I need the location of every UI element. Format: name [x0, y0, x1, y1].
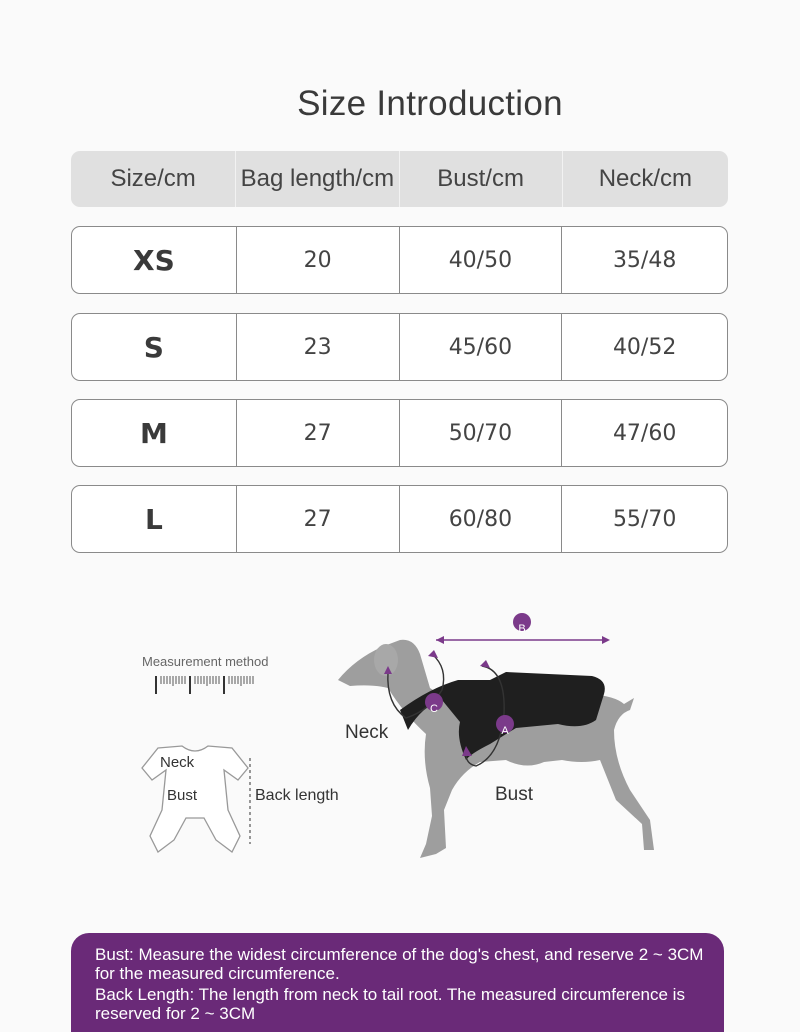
neck-cell: 40/52 [612, 334, 677, 360]
neck-cell: 55/70 [612, 506, 677, 532]
bust-cell: 50/70 [400, 400, 563, 466]
neck-cell: 47/60 [612, 420, 677, 446]
marker-b-label: B [518, 623, 526, 635]
size-table-header [71, 151, 728, 207]
garment-bust-label: Bust [167, 787, 198, 804]
bag-length-cell: 23 [237, 314, 400, 380]
measurement-diagram [0, 590, 800, 910]
bust-cell: 40/50 [400, 227, 563, 293]
header-bag-length: Bag length/cm [236, 151, 399, 207]
table-row-m [71, 399, 728, 467]
garment-back-length-label: Back length [255, 787, 339, 804]
marker-a-label: A [501, 725, 509, 737]
table-row-s [71, 313, 728, 381]
garment-outline-icon [120, 740, 270, 870]
size-cell: L [72, 486, 237, 552]
measurement-method-label: Measurement method [142, 654, 269, 669]
table-row-xs [71, 226, 728, 294]
size-cell: S [72, 314, 237, 380]
garment-neck-label: Neck [160, 754, 195, 771]
back-length-note: Back Length: The length from neck to tail root. The measured circumference is reserved for 2 ~ 3CM [95, 985, 685, 1023]
neck-cell: 35/48 [612, 247, 677, 273]
dog-neck-label: Neck [345, 722, 389, 743]
bag-length-cell: 27 [237, 400, 400, 466]
dog-bust-label: Bust [495, 784, 534, 805]
bag-length-cell: 27 [237, 486, 400, 552]
size-cell: XS [72, 227, 237, 293]
table-row-l [71, 485, 728, 553]
bust-cell: 45/60 [400, 314, 563, 380]
bust-cell: 60/80 [400, 486, 563, 552]
page-title: Size Introduction [297, 84, 563, 123]
header-neck: Neck/cm [598, 165, 693, 192]
ruler-icon [150, 674, 260, 696]
bust-note: Bust: Measure the widest circumference of the dog's chest, and reserve 2 ~ 3CM for the measured circumference. [95, 945, 704, 983]
marker-c-label: C [430, 703, 438, 715]
bag-length-cell: 20 [237, 227, 400, 293]
measurement-notes [71, 933, 724, 1032]
size-cell: M [72, 400, 237, 466]
header-bust: Bust/cm [400, 151, 563, 207]
header-size: Size/cm [71, 151, 236, 207]
